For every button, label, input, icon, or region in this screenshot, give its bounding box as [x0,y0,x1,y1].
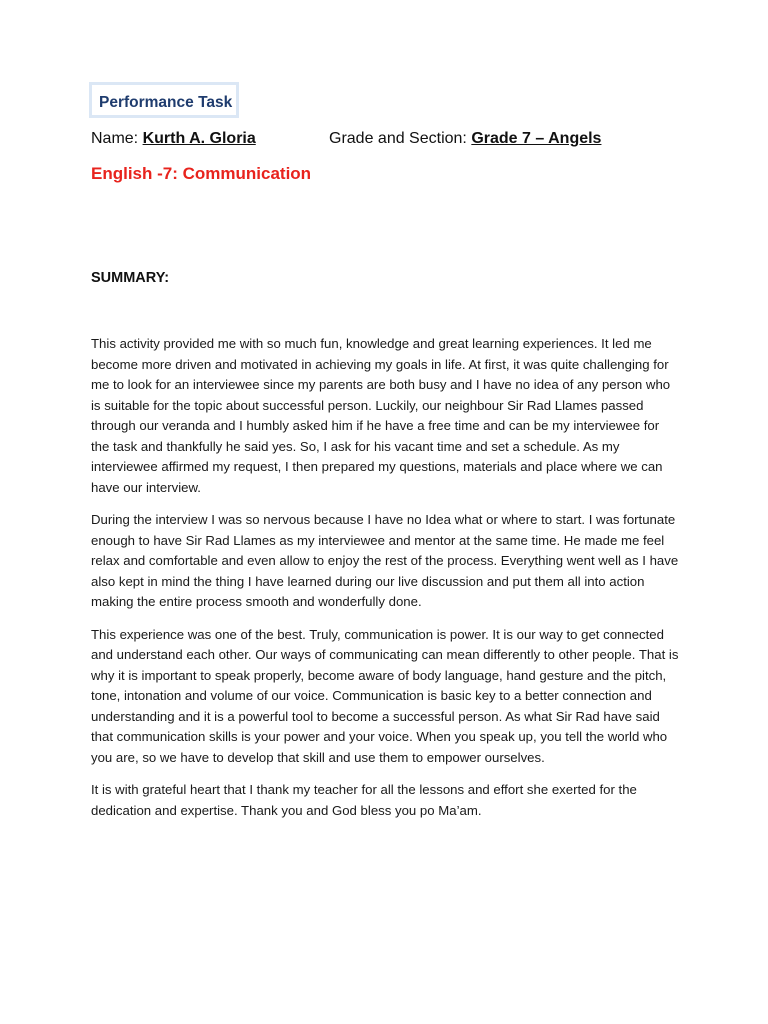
summary-paragraph: During the interview I was so nervous because I have no Idea what or where to start. I was fortunate enough to have Sir Rad Llames as my interviewee and mentor at the same time. He made me feel relax and comfortable and even allow to enjoy the rest of the process. Everything went well as I have also kept in mind the thing I have learned during our live discussion and put them all into action making the entire process smooth and wonderfully done. [91,512,679,609]
grade-value: Grade 7 – Angels [471,130,602,147]
name-field [91,130,256,148]
task-title: Performance Task [99,94,233,111]
summary-paragraph: This activity provided me with so much fun, knowledge and great learning experiences. It led me become more driven and motivated in achieving my goals in life. At first, it was quite challenging for me to look for an interviewee since my parents are both busy and I have no idea of any person who is suitable for the topic about successful person. Luckily, our neighbour Sir Rad Llames passed through our veranda and I humbly asked him if he have a free time and can be my interviewee for the task and thankfully he said yes. So, I ask for his vacant time and set a schedule. As my interviewee affirmed my request, I then prepared my questions, materials and place where we can have our interview. [91,336,671,495]
name-value: Kurth A. Gloria [142,130,256,147]
summary-body [91,334,681,833]
grade-section-field [329,130,601,148]
summary-paragraph: This experience was one of the best. Truly, communication is power. It is our way to get connected and understand each other. Our ways of communicating can mean differently to other people. That is why it is important to speak properly, become aware of body language, hand gesture and the pitch, tone, intonation and volume of our voice. Communication is basic key to a better connection and understanding and it is a powerful tool to become a successful person. As what Sir Rad have said that communication skills is your power and your voice. When you speak up, you tell the world who you are, so we have to develop that skill and use them to empower ourselves. [91,626,679,765]
grade-label: Grade and Section: [329,130,467,147]
performance-task-box [89,82,239,118]
summary-heading: SUMMARY: [91,270,170,286]
subject-title: English -7: Communication [91,164,312,183]
summary-paragraph: It is with grateful heart that I thank my teacher for all the lessons and effort she exerted for the dedication and expertise. Thank you and God bless you po Ma’am. [91,782,637,818]
name-label: Name: [91,130,139,147]
